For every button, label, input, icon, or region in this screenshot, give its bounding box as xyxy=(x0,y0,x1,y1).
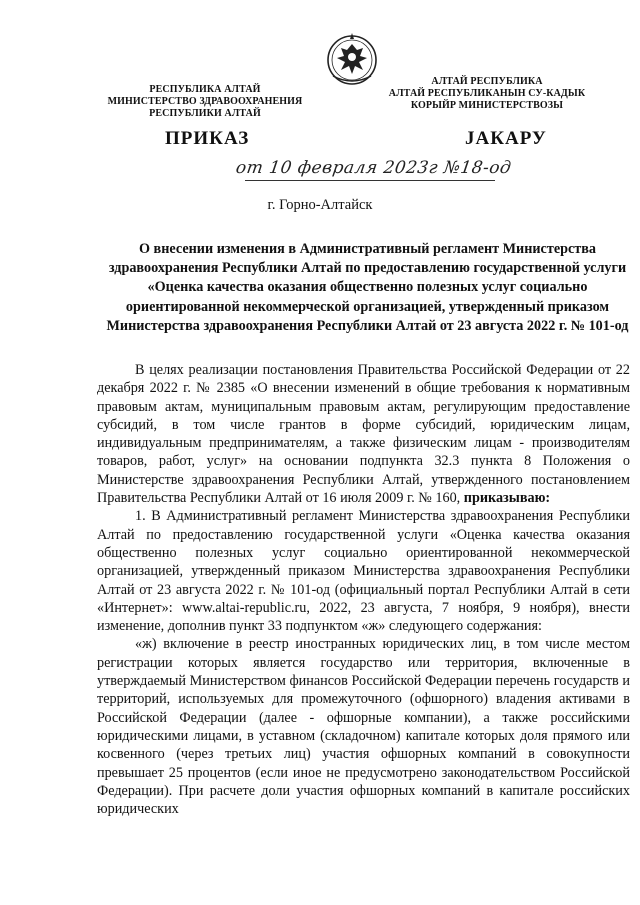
city: г. Горно-Алтайск xyxy=(267,197,373,213)
header-line: КОРЫЙР МИНИСТЕРСТВОЗЫ xyxy=(410,100,564,111)
header-line: РЕСПУБЛИКА АЛТАЙ xyxy=(149,84,261,95)
header-line: АЛТАЙ РЕСПУБЛИКАНЫН СУ-КАДЫК xyxy=(388,88,586,99)
document-title: О внесении изменения в Административный регламент Министерства здравоохранения Республики Алтай по предоставлению государственной услуги «Оценка качества оказания общественно полезных услуг социально ориентированной некоммерческой организацией, утвержденный приказом Министерства здравоохранения Республики Алтай от 23 августа 2022 г. № 101-од xyxy=(106,241,629,334)
doc-type-alt: JАКАРУ xyxy=(465,128,547,149)
paragraph: «ж) включение в реестр иностранных юридических лиц, в том числе местом регистрации которых является государство или территория, включенные в утверждаемый Министерством финансов Российской Федерации перечень государств и территорий, используемых для промежуточного (офшорного) владения активами в Российской Федерации (далее - офшорные компании), а также российскими юридическими лицами, в уставном (складочном) капитале которых доля прямого или косвенного (через третьих лиц) участия офшорных компаний в совокупности превышает 25 процентов (если иное не предусмотрено законодательством Российской Федерации). При расчете доли участия офшорных компаний в капитале российских юридических xyxy=(97,636,630,818)
ministry-header-ru xyxy=(95,84,315,120)
doc-type-ru: ПРИКАЗ xyxy=(165,128,250,149)
handwritten-date: от 10 февраля 2023г №18-од xyxy=(234,158,513,178)
header-line: МИНИСТЕРСТВО ЗДРАВООХРАНЕНИЯ xyxy=(107,96,303,107)
header-line: РЕСПУБЛИКИ АЛТАЙ xyxy=(149,108,261,119)
directive-word: приказываю: xyxy=(463,490,551,507)
header-line: АЛТАЙ РЕСПУБЛИКА xyxy=(431,76,543,87)
paragraph: 1. В Административный регламент Министерства здравоохранения Республики Алтай по предоставлению государственной услуги «Оценка качества оказания общественно полезных услуг социально ориентированной некоммерческой организацией, утвержденный приказом Министерства здравоохранения Республики Алтай от 23 августа 2022 г. № 101-од (официальный портал Республики Алтай в сети «Интернет»: www.altai-republic.ru, 2022, 23 августа, 7 ноября, 9 ноября), внести изменение, дополнив пункт 33 подпунктом «ж» следующего содержания: xyxy=(97,508,630,635)
paragraph xyxy=(97,361,630,507)
ministry-header-alt xyxy=(372,76,602,112)
document-body xyxy=(97,361,630,818)
paragraph-text: В целях реализации постановления Правительства Российской Федерации от 22 декабря 2022 г. № 2385 «О внесении изменений в общие требования к нормативным правовым актам, муниципальным правовым актам, регулирующим предоставление субсидий, в том числе грантов в форме субсидий, юридическим лицам, индивидуальным предпринимателям, а также физическим лицам - производителям товаров, работ, услуг» на основании подпункта 32.3 пункта 8 Положения о Министерстве здравоохранения Республики Алтай, утвержденного постановлением Правительства Республики Алтай от 16 июля 2009 г. № 160, xyxy=(97,362,630,507)
date-underline xyxy=(245,180,495,181)
